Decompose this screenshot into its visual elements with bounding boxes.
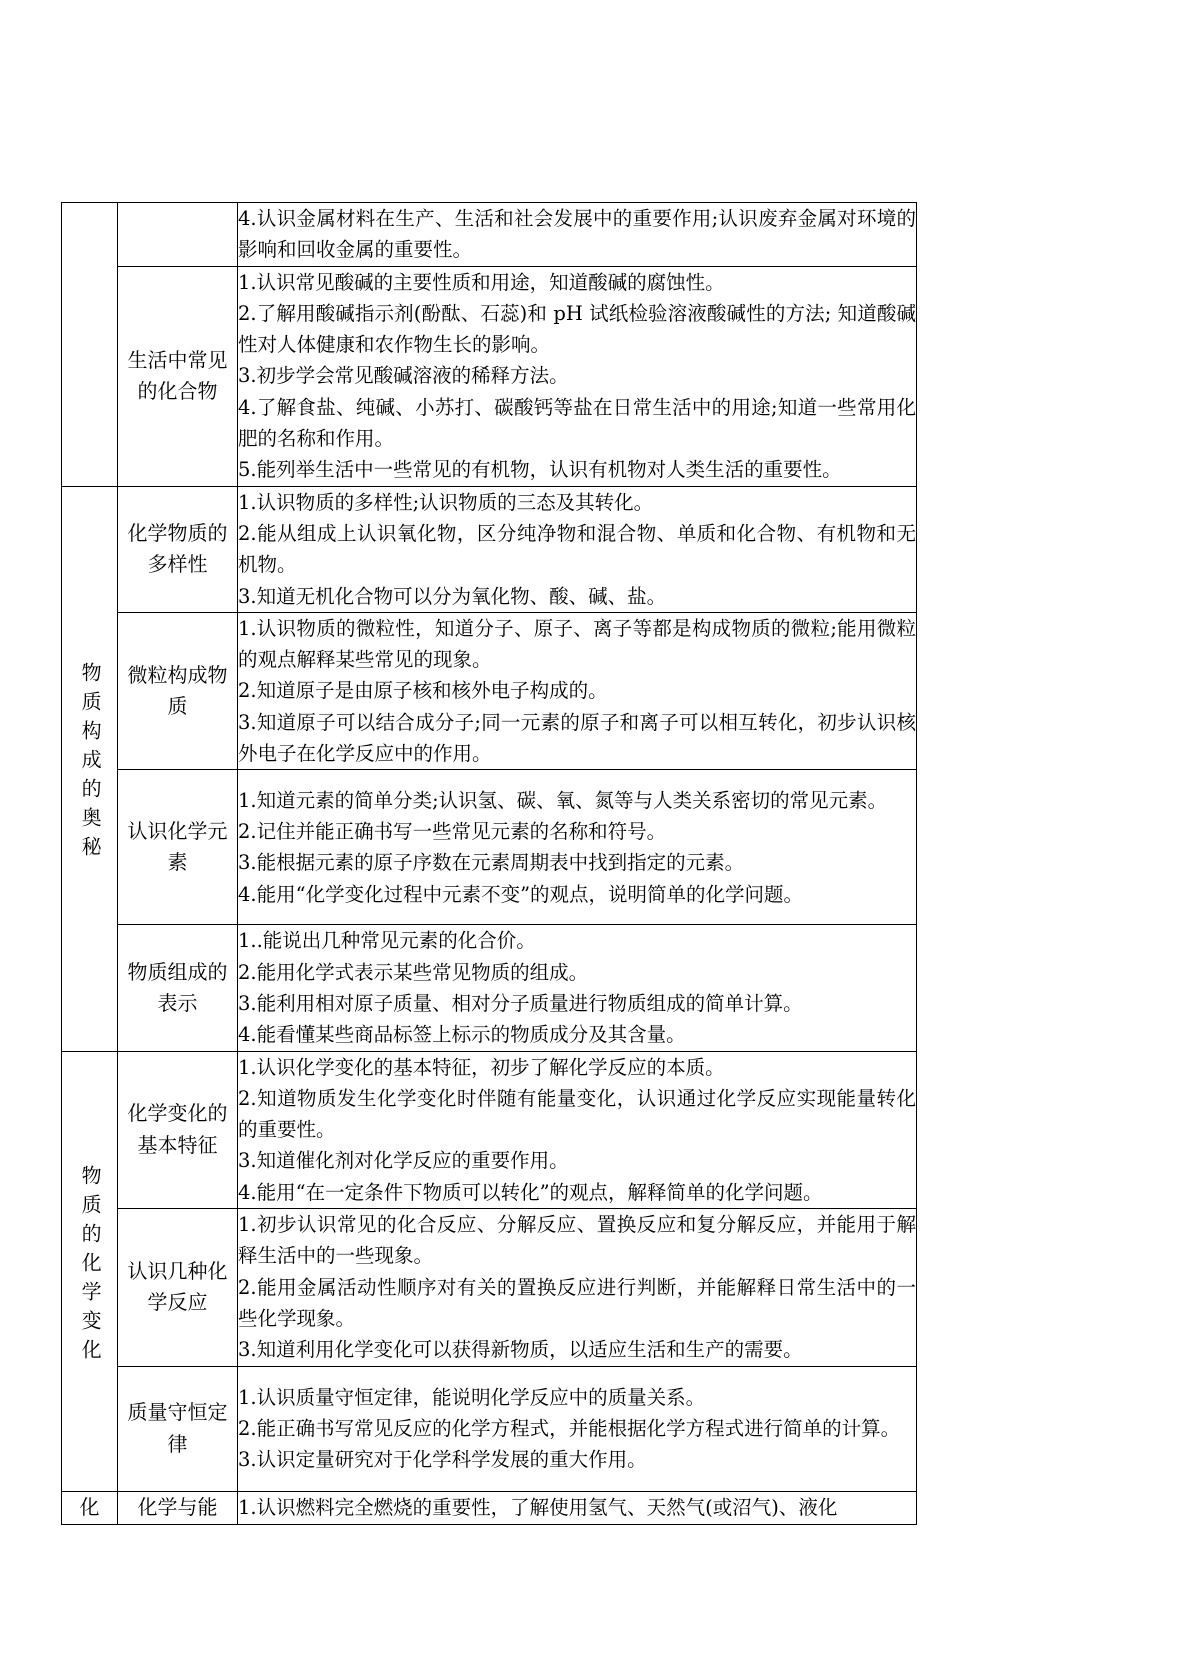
content-cell: [238, 1366, 917, 1491]
content-item: 1..能说出几种常见元素的化合价。: [238, 929, 536, 953]
content-cell: [238, 266, 917, 486]
content-cell: [238, 203, 917, 267]
topic-cell: 质量守恒定律: [118, 1366, 238, 1491]
curriculum-table: [61, 202, 917, 1525]
content-item: 4.能用“化学变化过程中元素不变”的观点，说明简单的化学问题。: [238, 882, 804, 906]
table-row: [62, 612, 917, 769]
content-item: 1.认识燃料完全燃烧的重要性，了解使用氢气、天然气(或沼气)、液化: [238, 1495, 838, 1519]
table-row: [62, 266, 917, 486]
topic-cell: 化学与能: [118, 1491, 238, 1524]
table-row: [62, 203, 917, 267]
topic-cell: 认识几种化学反应: [118, 1209, 238, 1366]
table-row: [62, 1051, 917, 1208]
content-item: 1.认识质量守恒定律，能说明化学反应中的质量关系。: [238, 1385, 706, 1409]
content-item: 3.能根据元素的原子序数在元素周期表中找到指定的元素。: [238, 851, 745, 875]
table-row: [62, 1366, 917, 1491]
content-item: 3.知道催化剂对化学反应的重要作用。: [238, 1149, 569, 1173]
content-item: 3.初步学会常见酸碱溶液的稀释方法。: [238, 364, 569, 388]
content-item: 3.认识定量研究对于化学科学发展的重大作用。: [238, 1448, 647, 1472]
content-item: 3.知道无机化合物可以分为氧化物、酸、碱、盐。: [238, 584, 667, 608]
content-item: 4.认识金属材料在生产、生活和社会发展中的重要作用;认识废弃金属对环境的影响和回收金属的重要性。: [238, 207, 916, 262]
topic-cell: 微粒构成物质: [118, 612, 238, 769]
topic-cell: [118, 203, 238, 267]
theme-label: 物质构成的奥秘: [78, 662, 103, 866]
content-item: 1.认识化学变化的基本特征，初步了解化学反应的本质。: [238, 1055, 725, 1079]
content-item: 2.记住并能正确书写一些常见元素的名称和符号。: [238, 820, 667, 844]
content-cell: [238, 1491, 917, 1524]
content-item: 2.能正确书写常见反应的化学方程式，并能根据化学方程式进行简单的计算。: [238, 1416, 901, 1440]
content-item: 2.知道原子是由原子核和核外电子构成的。: [238, 679, 608, 703]
content-item: 5.能列举生活中一些常见的有机物，认识有机物对人类生活的重要性。: [238, 458, 842, 482]
topic-cell: 物质组成的表示: [118, 925, 238, 1051]
content-item: 1.初步认识常见的化合反应、分解反应、置换反应和复分解反应，并能用于解释生活中的一些现象。: [238, 1213, 916, 1268]
table-row: [62, 486, 917, 612]
content-item: 1.知道元素的简单分类;认识氢、碳、氧、氮等与人类关系密切的常见元素。: [238, 788, 888, 812]
topic-cell: 生活中常见的化合物: [118, 266, 238, 486]
content-item: 3.知道原子可以结合成分子;同一元素的原子和离子可以相互转化，初步认识核外电子在化学反应中的作用。: [238, 710, 916, 766]
content-item: 2.知道物质发生化学变化时伴随有能量变化，认识通过化学反应实现能量转化的重要性。: [238, 1086, 916, 1142]
content-cell: [238, 1051, 917, 1208]
content-item: 3.能利用相对原子质量、相对分子质量进行物质组成的简单计算。: [238, 991, 803, 1015]
theme-cell: [62, 1051, 118, 1491]
theme-cell: [62, 203, 118, 487]
table-row: [62, 770, 917, 925]
content-item: 1.认识物质的微粒性，知道分子、原子、离子等都是构成物质的微粒;能用微粒的观点解释某些常见的现象。: [238, 616, 916, 672]
theme-cell: [62, 1491, 118, 1524]
content-item: 4.能用“在一定条件下物质可以转化”的观点，解释简单的化学问题。: [238, 1180, 823, 1204]
table-row: [62, 925, 917, 1051]
content-cell: [238, 925, 917, 1051]
content-cell: [238, 486, 917, 612]
theme-cell: [62, 486, 118, 1051]
content-cell: [238, 1209, 917, 1366]
content-item: 4.能看懂某些商品标签上标示的物质成分及其含量。: [238, 1023, 686, 1047]
content-item: 2.了解用酸碱指示剂(酚酞、石蕊)和 pH 试纸检验溶液酸碱性的方法; 知道酸碱性对人体健康和农作物生长的影响。: [238, 301, 916, 357]
content-item: 2.能用金属活动性顺序对有关的置换反应进行判断，并能解释日常生活中的一些化学现象。: [238, 1275, 916, 1330]
table-row: [62, 1209, 917, 1366]
topic-cell: 化学变化的基本特征: [118, 1051, 238, 1208]
table-row: [62, 1491, 917, 1524]
content-item: 1.认识物质的多样性;认识物质的三态及其转化。: [238, 490, 654, 514]
theme-label: 物质的化学变化: [78, 1164, 103, 1368]
content-item: 2.能从组成上认识氧化物，区分纯净物和混合物、单质和化合物、有机物和无机物。: [238, 521, 916, 577]
content-item: 4.了解食盐、纯碱、小苏打、碳酸钙等盐在日常生活中的用途;知道一些常用化肥的名称和作用。: [238, 395, 916, 451]
content-item: 2.能用化学式表示某些常见物质的组成。: [238, 960, 589, 984]
content-cell: [238, 612, 917, 769]
topic-cell: 化学物质的多样性: [118, 486, 238, 612]
content-cell: [238, 770, 917, 925]
topic-cell: 认识化学元素: [118, 770, 238, 925]
theme-label: 化: [79, 1494, 100, 1519]
content-item: 3.知道利用化学变化可以获得新物质，以适应生活和生产的需要。: [238, 1338, 803, 1362]
content-item: 1.认识常见酸碱的主要性质和用途，知道酸碱的腐蚀性。: [238, 270, 725, 294]
